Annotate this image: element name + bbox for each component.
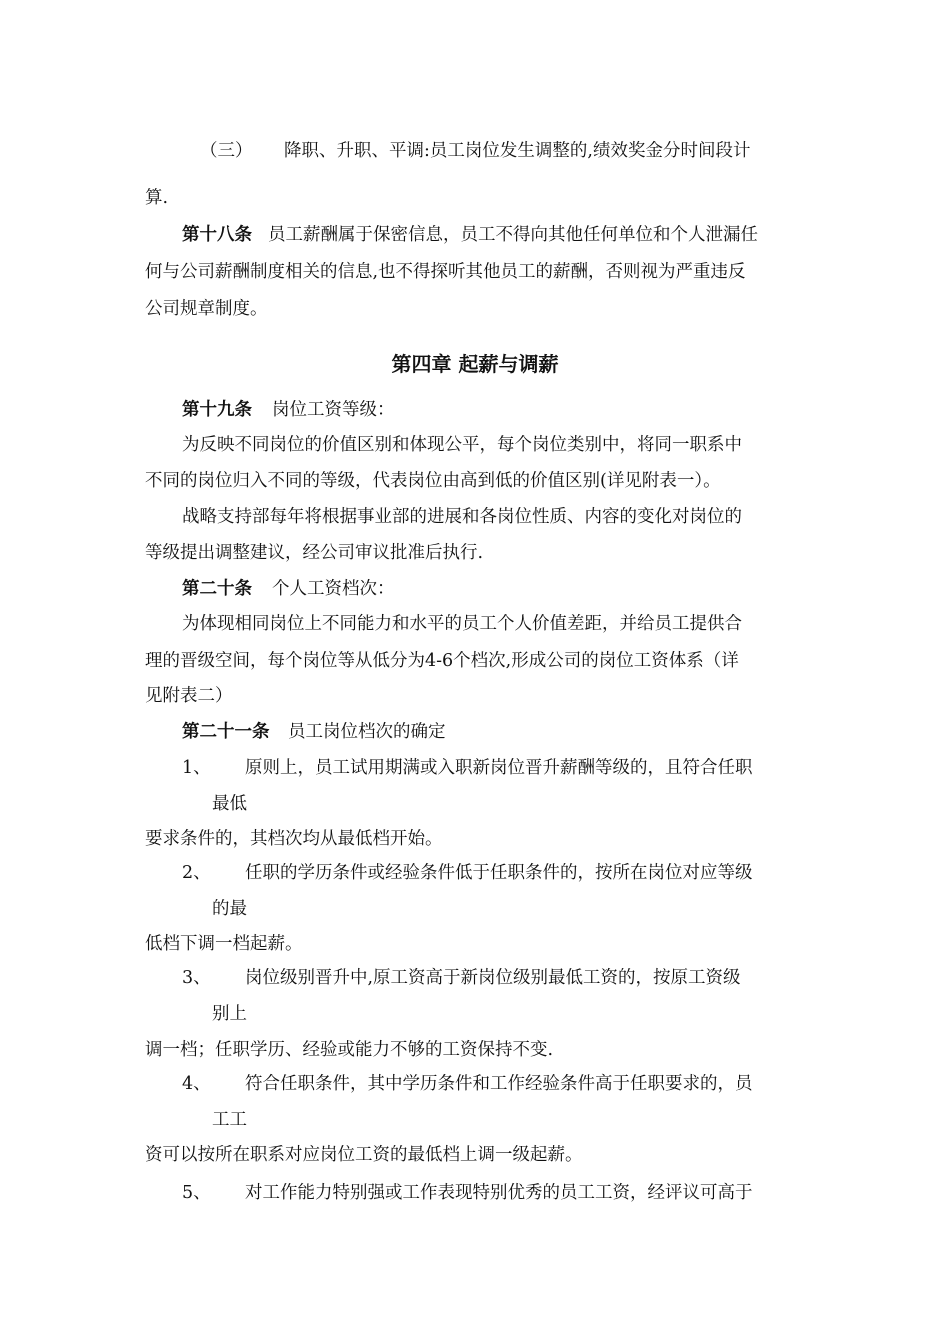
list-item-line-3: 资可以按所在职系对应岗位工资的最低档上调一级起薪。: [145, 1145, 583, 1165]
list-item-line-1: 岗位级别晋升中,原工资高于新岗位级别最低工资的，按原工资级: [245, 968, 741, 988]
article-19-p1-line-2: 不同的岗位归入不同的等级，代表岗位由高到低的价值区别(详见附表一）。: [145, 471, 721, 491]
list-item-line-2: 最低: [212, 794, 247, 814]
article-20-title: 个人工资档次：: [272, 579, 395, 599]
list-item-number: 2、: [182, 863, 211, 883]
article-20-line-1: 为体现相同岗位上不同能力和水平的员工个人价值差距，并给员工提供合: [182, 614, 742, 634]
section-marker: （三）: [200, 141, 253, 161]
article-20-line-2: 理的晋级空间，每个岗位等从低分为4-6个档次,形成公司的岗位工资体系（详: [145, 651, 739, 671]
section-text: 降职、升职、平调:员工岗位发生调整的,绩效奖金分时间段计: [284, 141, 751, 161]
list-item-number: 4、: [182, 1074, 211, 1094]
article-20-label: 第二十条: [182, 579, 252, 599]
list-item-line-2: 工工: [212, 1110, 247, 1130]
article-18-line-3: 公司规章制度。: [145, 299, 268, 319]
article-19-title: 岗位工资等级：: [272, 400, 395, 420]
list-item-line-3: 低档下调一档起薪。: [145, 934, 303, 954]
list-item-line-3: 调一档；任职学历、经验或能力不够的工资保持不变.: [145, 1040, 554, 1060]
article-19-label: 第十九条: [182, 400, 252, 420]
chapter-title: 第四章 起薪与调薪: [391, 352, 559, 376]
article-18-label: 第十八条: [182, 225, 252, 245]
article-20-line-3: 见附表二）: [145, 686, 233, 706]
list-item-line-2: 的最: [212, 899, 247, 919]
list-item-number: 3、: [182, 968, 211, 988]
article-18-line-1: 员工薪酬属于保密信息，员工不得向其他任何单位和个人泄漏任: [268, 225, 758, 245]
list-item-line-1: 符合任职条件，其中学历条件和工作经验条件高于任职要求的，员: [245, 1074, 753, 1094]
list-item-line-1: 对工作能力特别强或工作表现特别优秀的员工工资，经评议可高于: [245, 1183, 753, 1203]
article-21-label: 第二十一条: [182, 722, 270, 742]
article-19-p2-line-1: 战略支持部每年将根据事业部的进展和各岗位性质、内容的变化对岗位的: [182, 507, 742, 527]
list-item-number: 5、: [182, 1183, 211, 1203]
article-19-p1-line-1: 为反映不同岗位的价值区别和体现公平，每个岗位类别中，将同一职系中: [182, 435, 742, 455]
article-21-title: 员工岗位档次的确定: [288, 722, 446, 742]
section-text-cont: 算.: [145, 188, 169, 208]
list-item-line-1: 任职的学历条件或经验条件低于任职条件的，按所在岗位对应等级: [245, 863, 753, 883]
article-18-line-2: 何与公司薪酬制度相关的信息,也不得探听其他员工的薪酬，否则视为严重违反: [145, 262, 746, 282]
list-item-number: 1、: [182, 758, 211, 778]
list-item-line-3: 要求条件的，其档次均从最低档开始。: [145, 829, 443, 849]
list-item-line-2: 别上: [212, 1004, 247, 1024]
list-item-line-1: 原则上，员工试用期满或入职新岗位晋升薪酬等级的，且符合任职: [245, 758, 753, 778]
article-19-p2-line-2: 等级提出调整建议，经公司审议批准后执行.: [145, 543, 484, 563]
